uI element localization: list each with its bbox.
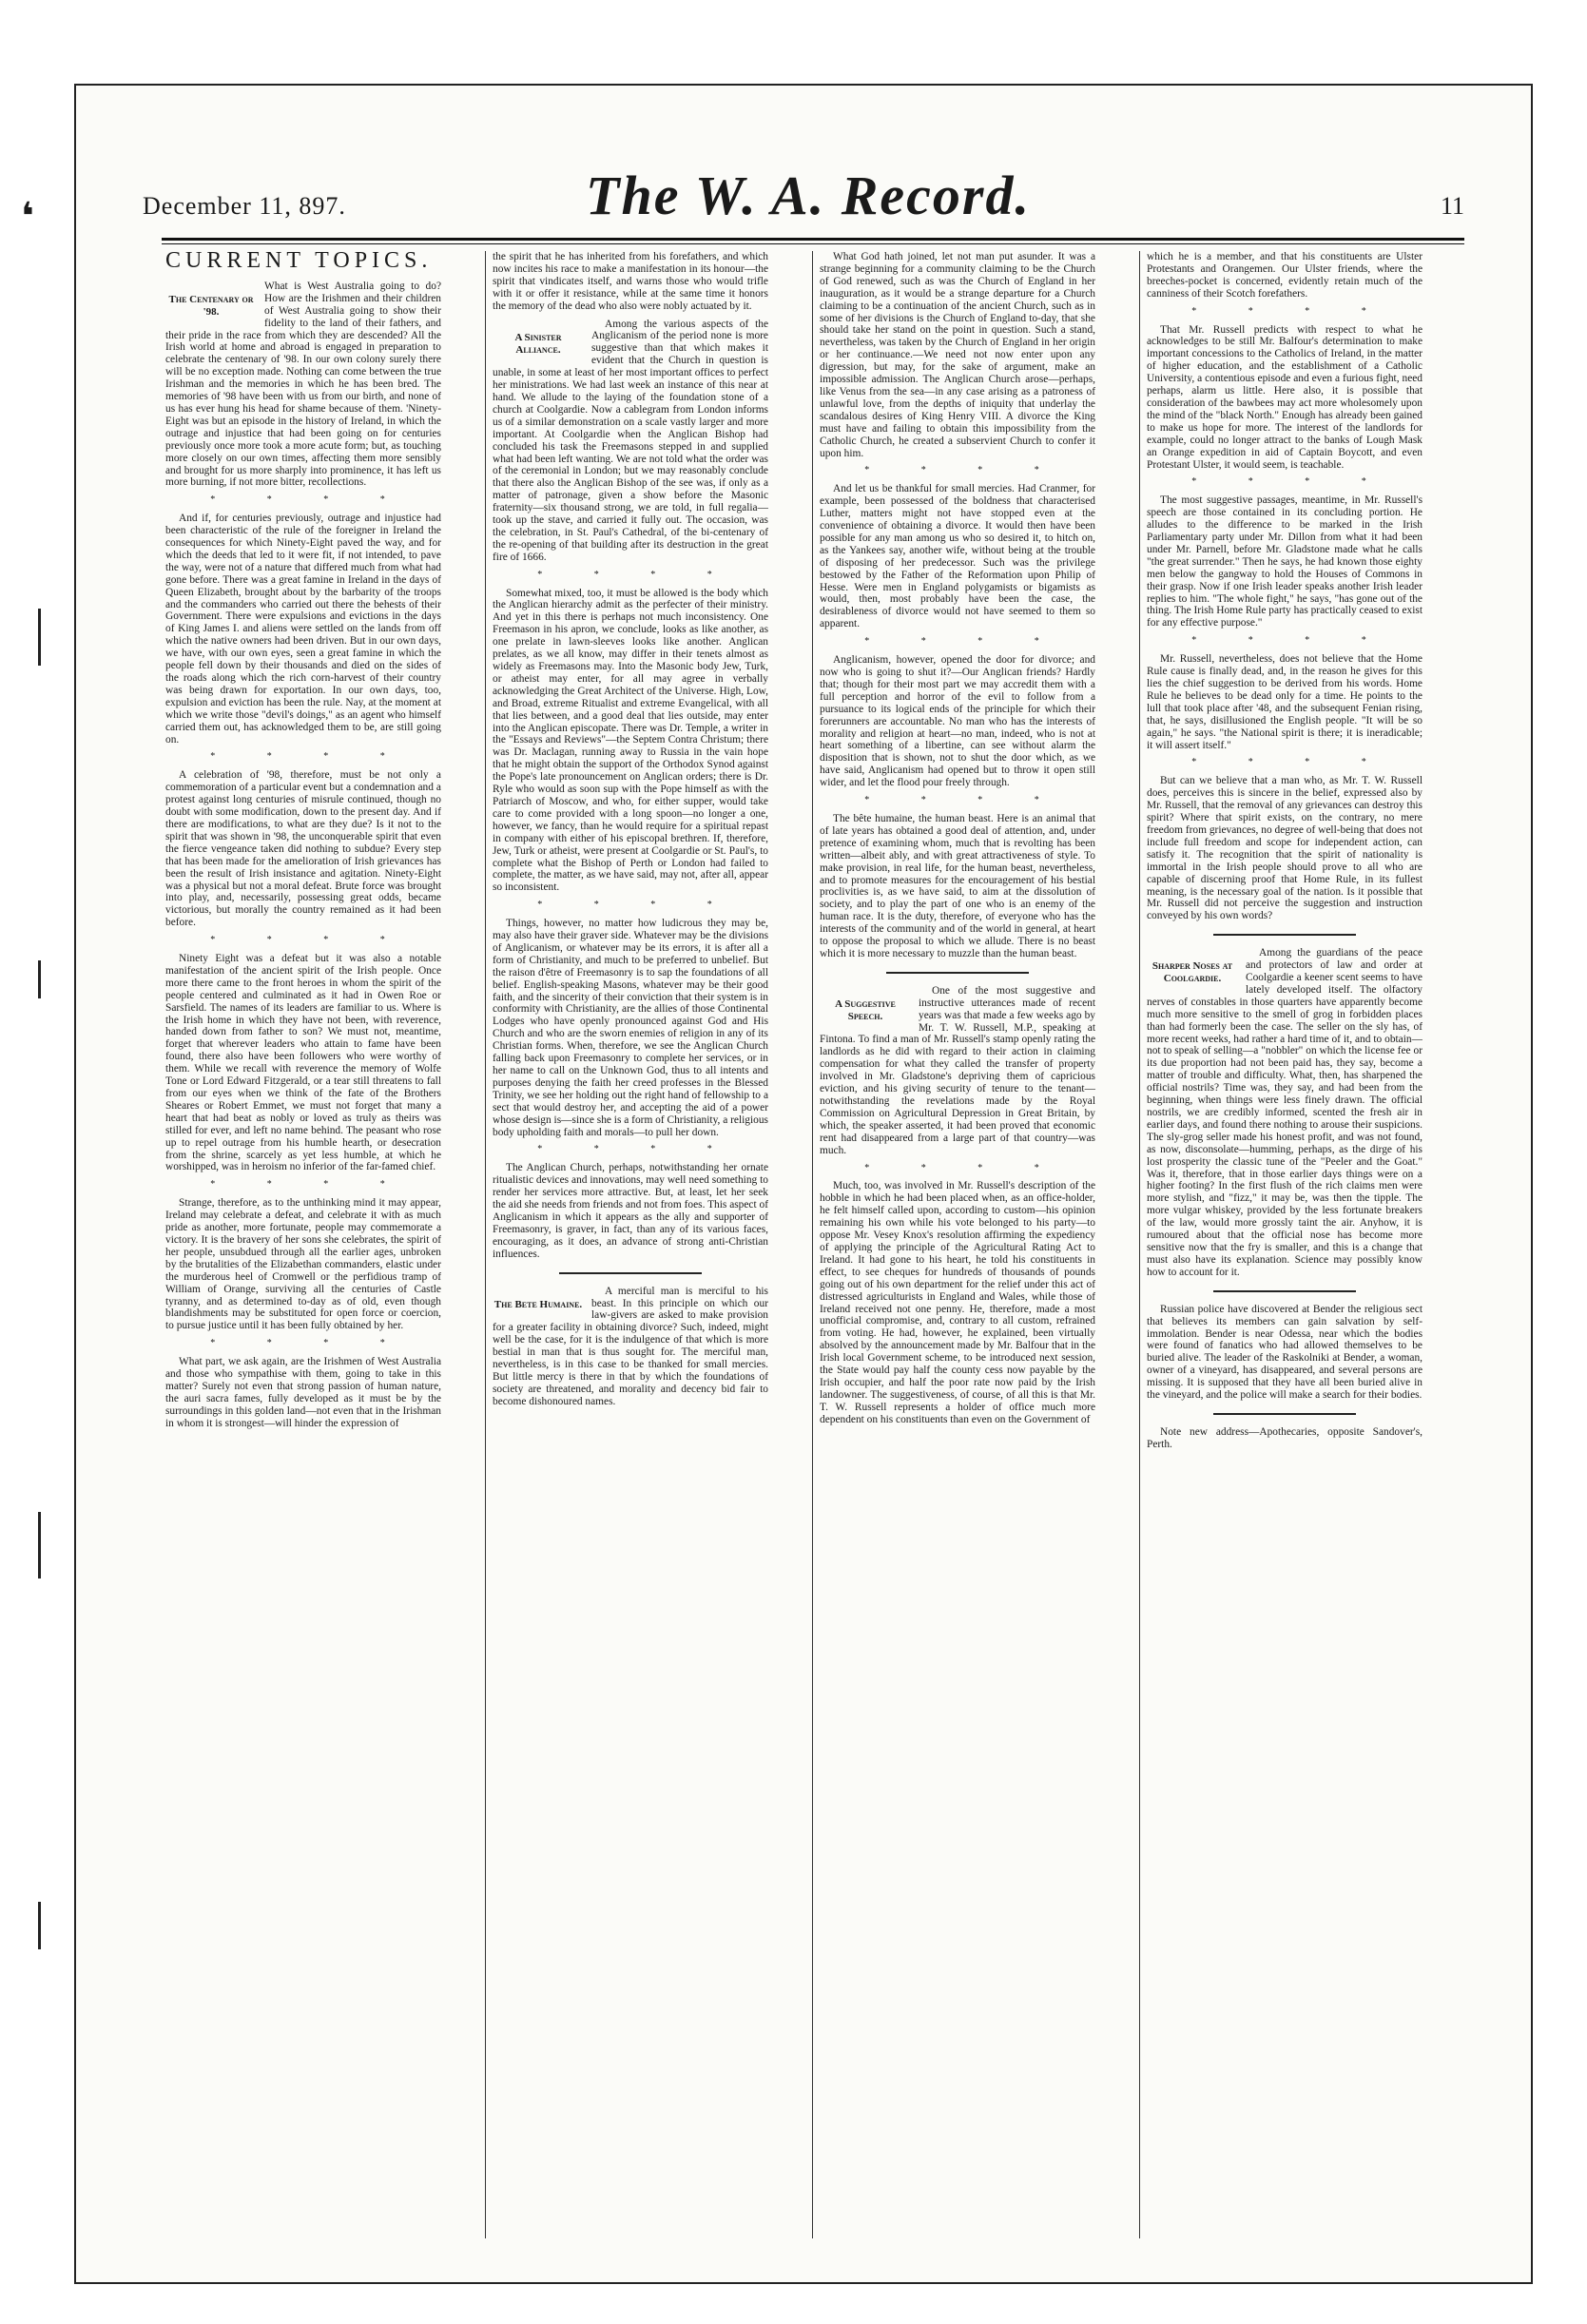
article-paragraph: The bête humaine, the human beast. Here is an animal that of late years has obtained a good deal of attention, and, under pretence of examining whom, much that is revolting has been written—albeit ably, and with great attractiveness of style. To make provision, in real life, for the human beast, nevertheless, and to promote measures for the encouragement of his bestial proclivities is, as we have said, to aim at the dissolution of society, and to play the part of one who is an enemy of the human race. It is the duty, therefore, of everyone who has the interests of the community and of the world in general, at heart to oppose the proposal to which we allude. There is no beast which it is more necessary to muzzle than the human beast. (820, 812, 1095, 959)
article-divider (886, 972, 1029, 974)
column-divider (485, 251, 486, 2238)
section-stars: * * * * (537, 1144, 737, 1155)
section-stars: * * * * (864, 465, 1064, 476)
article-paragraph: What God hath joined, let not man put asunder. It was a strange beginning for a community claiming to be the Church of God renewed, such as was the Church of England in her inauguration, as it would be a strange departure for a Church claiming to be a continuation of the ancient Church, such as in some of her divisions is the Church of England to-day, that she should take her stand on the point in question. Such a stand, nevertheless, was taken by the Church of England in her origin or her continuance.—We need not now enter upon any digression, but may, for the sake of argument, make an impossible admission. The Anglican Church arose—perhaps, like Venus from the sea—in any case arising as a patroness of unlawful love, from the depths of iniquity that underlay the scandalous desires of King Henry VIII. A divorce the King must have and failing to obtain this impossibility from the Catholic Church, he created a subservient Church to confer it upon him. (820, 251, 1095, 459)
section-stars: * * * * (537, 900, 737, 911)
column-2 (493, 251, 768, 2248)
section-stars: * * * * (1191, 757, 1391, 768)
side-heading: The Centenary or '98. (168, 293, 254, 318)
advertisement-note: Note new address—Apothecaries, opposite Sandover's, Perth. (1147, 1425, 1422, 1450)
article-paragraph: Strange, therefore, as to the unthinking mind it may appear, Ireland may celebrate a defeat, and celebrate it with as much pride as another, more fortunate, people may commemorate a victory. It is the bravery of her sons she celebrates, the spirit of her people, unsubdued through all the earlier ages, unbroken by the brutalities of the Elizabethan commanders, elastic under the murderous heel of Cromwell or the perfidious tramp of William of Orange, surviving all the centuries of Castle tyranny, and as determined to-day as of old, even though blandishments may be substituted for open force or coercion, to pursue justice until it has been fully obtained by her. (165, 1197, 441, 1332)
section-stars: * * * * (864, 795, 1064, 806)
masthead (143, 164, 1464, 230)
section-stars: * * * * (537, 569, 737, 580)
article-paragraph: Somewhat mixed, too, it must be allowed is the body which the Anglican hierarchy admit as the perfecter of their ministry. And yet in this there is perhaps not much inconsistency. One Freemason in his apron, we conclude, looks as like another, as one prelate in lawn-sleeves looks like another. Anglican prelates, as we all know, may differ in their tenets almost as widely as Freemasons may. Into the Masonic body Jew, Turk, or atheist may enter, for all may agree in verbally acknowledging the Great Architect of the Universe. High, Low, and Broad, extreme Ritualist and extreme Evangelical, with all that lies between, and a good deal that lies outside, may enter into the Anglican episcopate. There was Dr. Temple, a writer in the "Essays and Reviews"—the Septem Contra Christum; there was Dr. Maclagan, running away to Russia in the vain hope that he might obtain the support of the Orthodox Synod against the Pope's late pronouncement on Anglican orders; there is Dr. Ryle who would as soon sup with the Pope himself as with the Patriarch of Moscow, and who, for either supper, would take care to come provided with a long spoon—no longer a one, however, we fancy, than he would require for a spiritual repast in company with either of his episcopal brethren. If, therefore, Jew, Turk or atheist, were present at Coolgardie or St. Paul's, to complete what the Bishop of Perth or London had failed to complete, the matter, as we have said, may not, after all, appear so inconsistent. (493, 587, 768, 894)
column-4 (1147, 251, 1422, 2248)
section-stars: * * * * (1191, 476, 1391, 488)
article-paragraph: One of the most suggestive and instructive utterances made of recent years was that made a few weeks ago by Mr. T. W. Russell, M.P., speaking at Fintona. To find a man of Mr. Russell's stamp openly rating the landlords as he did with regard to their action in claiming compensation for what they called the transfer of property involved in Mr. Gladstone's depriving them of capricious eviction, and his giving security of tenure to the tenant—notwithstanding the revelations made by the Royal Commission on Agricultural Depression in Great Britain, by which, the speaker asserted, it had been proved that economic rent had disappeared from a large part of that country—was much. (820, 984, 1095, 1156)
article-paragraph: A merciful man is merciful to his beast. In this principle on which our law-givers are asked to make provision for a greater facility in obtaining divorce? Such, indeed, might well be the case, for it is the indulgence of that which is more bestial in man that is thus sought for. The merciful man, nevertheless, is in this case to be thanked for small mercies. But little mercy is there in that by which the foundations of society are threatened, and morality and decency bid fair to become dishonoured names. (493, 1285, 768, 1407)
side-heading: The Bete Humaine. (494, 1298, 583, 1310)
column-divider (1139, 251, 1140, 2238)
section-stars: * * * * (864, 1162, 1064, 1173)
article-paragraph: The most suggestive passages, meantime, in Mr. Russell's speech are those contained in its concluding portion. He alludes to the difference to be marked in the Irish Parliamentary party under Mr. Dillon from what it had been under Mr. Parnell, before Mr. Gladstone made what he calls "the great surrender." Then he says, he had known those eighty men below the gangway to hold the Houses of Commons in their grasp. Now if one Irish leader speaks another Irish leader replies to him. "The whole fight," he says, "has gone out of the thing. The Irish Home Rule party has practically ceased to exist for any effective purpose." (1147, 494, 1422, 629)
article-paragraph: A celebration of '98, therefore, must be not only a commemoration of a particular event but a condemnation and a protest against long centuries of misrule continued, though no doubt with some modification, down to the present day. And if there are modifications, to what are they due? Is it not to the spirit that was shown in '98, the unconquerable spirit that even the fierce vengeance taken did nothing to subdue? Every step that has been made for the amelioration of Irish grievances has been the result of Irish insistance and agitation. Ninety-Eight was a physical but not a moral defeat. Brute force was brought into play, and, necessarily, possessing great odds, became victorious, but morally the country remained as it had been before. (165, 769, 441, 929)
section-stars: * * * * (210, 494, 410, 506)
article-paragraph: Mr. Russell, nevertheless, does not believe that the Home Rule cause is finally dead, and, in the reason he gives for this lies the chief suggestion to be derived from his words. Home Rule he believes to be dead only for a time. He points to the lull that took place after '48, and the subsequent Fenian rising, that, he says, disillusioned the English people. "It will be so again," he says. "the National spirit is there; it is ineradicable; it will assert itself." (1147, 653, 1422, 751)
edge-mark: ❛ (21, 195, 34, 239)
article-paragraph: And if, for centuries previously, outrage and injustice had been characteristic of the rule of the foreigner in Ireland the consequences for which Ninety-Eight paved the way, and for which the deeds that led to it were fit, if not intended, to pave the way, were not of a nature that differed much from what had gone before. There was a great famine in Ireland in the days of Queen Elizabeth, brought about by the barbarity of the troops and the commanders who carried out there the behests of their Government. There were expulsions and evictions in the days of King James I. and aliens were settled on the lands from off which the native owners had been driven. But in our own days, we have, with our own eyes, seen a great famine in which the people fell down by their thousands and died on the sides of the roads along which the rich corn-harvest of their country was being drawn for exportation. In our own days, too, expulsion and eviction has been the rule. Nay, at the moment at which we write those "devil's doings," as an agent who himself carried them out, has acknowledged them to be, are still going on. (165, 513, 441, 746)
column-divider (812, 251, 813, 2238)
issue-date: December 11, 897. (143, 192, 346, 220)
article-paragraph: What is West Australia going to do? How are the Irishmen and their children of West Australia going to show their fidelity to the land of their fathers, and their pride in the race from which they are descended? All the Irish world at home and abroad is engaged in preparation to celebrate the centenary of '98. In our own colony surely there will be no exception made. Nothing can come between the true Irishman and the memories in which he has been bred. The memories of '98 have been with us from our birth, and none of us has ever hung his head for shame because of them. 'Ninety-Eight was but an episode in the history of Ireland, in which the outrage and injustice that had been going on for centuries previously once more took a more acute form; but, as touching more closely on our own times, affecting them more sensibly and brought for us more sharply into prominence, it has left us more burning, if not more bitter, recollections. (165, 280, 441, 489)
article-paragraph: Among the guardians of the peace and protectors of law and order at Coolgardie a keener scent seems to have lately developed itself. The olfactory nerves of constables in those quarters have apparently become much more sensitive to the smell of grog in forbidden places than had formerly been the case. The seller on the sly has, of more recent weeks, had rather a hard time of it, and to obtain—not to speak of selling—a "nobbler" on which the license fee or its due proportion had not been paid has, they say, become a matter of trouble and difficulty. What, then, has sharpened the official nostrils? Time was, they say, and had been from the beginning, when things were less finely drawn. The official nostrils, we are credibly informed, scented the fresh air in earlier days, and found there nothing to arouse their suspicions. The sly-grog seller made his honest profit, and was not found, as now, disconsolate—humming, perhaps, as the dirge of his lost prosperity the classic tune of the "Peeler and the Goat." Was it, therefore, that in those earlier days things were on a higher footing? In the first flush of the rich claims men were more stylish, and "fizz," it may be, was then the tipple. The more vulgar whiskey, provided by the less fortunate breakers of the law, would more grossly taint the air. Anyhow, it is rumoured about that the official nose has become more sensitive now that the fry is smaller, and this is a change that must also have its explanation. Science may possibly know how to account for it. (1147, 947, 1422, 1278)
header-rule-thin (162, 243, 1464, 244)
edge-tick (38, 1512, 41, 1578)
article-paragraph: But can we believe that a man who, as Mr. T. W. Russell does, perceives this is sincere in the belief, expressed also by Mr. Russell, that the removal of any grievances can destroy this spirit? Where that spirit exists, on the contrary, no mere freedom from grievances, no degree of well-being that does not include full freedom and scope for independent action, can satisfy it. The recognition that the spirit of nationality is immortal in the Irish people should prove to all who are capable of discerning proof that Home Rule, in its fullest meaning, is the necessary goal of the nation. Is it possible that Mr. Russell did not perceive the suggestion and instruction conveyed by his own words? (1147, 775, 1422, 922)
article-paragraph: Anglicanism, however, opened the door for divorce; and now who is going to shut it?—Our Anglican friends? Hardly that; though for their most part we may accredit them with a full perception and horror of the evil to follow from a pursuance to its logical ends of the principle for which their forerunners are accountable. No man who has the interests of morality and religion at heart—no man, indeed, who is not at heart something of a libertine, can see without alarm the disposition that is shown, not to shut the door which, as we have said, Anglicanism had opened but to throw it open still wider, and let the flood pour freely through. (820, 654, 1095, 789)
side-heading: A Sinister Alliance. (514, 331, 562, 356)
page-number: 11 (1440, 192, 1464, 220)
side-heading: A Suggestive Speech. (835, 997, 896, 1022)
article-paragraph: The Anglican Church, perhaps, notwithstanding her ornate ritualistic devices and innovations, may well need something to render her services more attractive. But, at least, let her seek the aid she needs from friends and not from foes. This aspect of Anglicanism in which it appears as the ally and supporter of Freemasonry, is graver, in fact, than any of its various faces, encouraging, as it does, an advance of strong anti-Christian influences. (493, 1162, 768, 1260)
article-divider (1213, 1413, 1356, 1415)
article-paragraph: Ninety Eight was a defeat but it was also a notable manifestation of the ancient spirit of the Irish people. Once more there came to the front heroes in whom the spirit of the people centered and culminated as it had in Owen Roe or Sarsfield. The names of its leaders are familiar to us. Where is the Irish home in which they have not been, with reverence, handed down from father to son? We must not, meantime, forget that wherever leaders who attain to fame have been found, there also have been followers who were worthy of them. While we recall with reverence the memory of Wolfe Tone or Lord Edward Fitzgerald, or a tear still threatens to fall from our eyes when we think of the fate of the Brothers Sheares or Robert Emmet, we must not forget that many a heart that had beat as nobly or loved as truly as theirs was stilled for ever, and left no name behind. The peasant who rose up to repel outrage from his humble hearth, or desecration from the shrine, scarcely as yet less humble, at which he worshipped, was in heroism no inferior of the far-famed chief. (165, 953, 441, 1173)
section-stars: * * * * (210, 1338, 410, 1349)
article-paragraph: Much, too, was involved in Mr. Russell's description of the hobble in which he had been placed when, as an office-holder, he felt himself called upon, according to custom—his opinion remaining his own while his vote belonged to his party—to oppose Mr. Vesey Knox's resolution affirming the expediency of applying the principle of the Agricultural Rating Act to Ireland. It had gone to his heart, he told his constituents in effect, to see cheques for hundreds of thousands of pounds going out of his own department for the relief under this act of distressed agriculturists in England and Wales, while those of Ireland received not one penny. He, therefore, made a most unofficial compromise, and, contrary to all custom, refrained from voting. He had, however, he explained, been virtually absolved by the announcement made by Mr. Balfour that in the Irish local Government scheme, to be introduced next session, the State would pay half the county cess now payable by the Irish occupier, and half the poor rate now paid by the Irish landowner. The suggestiveness, of course, of all this is that Mr. T. W. Russell represents a holder of office much more dependent on his constituents than even on the Government of (820, 1180, 1095, 1425)
article-divider (1213, 934, 1356, 936)
section-stars: * * * * (1191, 635, 1391, 647)
section-stars: * * * * (210, 751, 410, 763)
header-rule (162, 238, 1464, 241)
edge-tick (38, 1902, 41, 1949)
article-paragraph: And let us be thankful for small mercies. Had Cranmer, for example, been possessed of the boldness that characterised Luther, matters might not have stopped even at the convenience of obtaining a divorce. It would then have been possible for any man among us who so desired it, to hitch on, as the Yankees say, another wife, without being at the trouble of disposing of her predecessor. Such was the privilege bestowed by the Father of the Reformation upon Philip of Hesse. Were men in England polygamists or bigamists as would, then, most probably have been the case, the desirableness of divorce would not have seemed to them so apparent. (820, 483, 1095, 630)
article-paragraph: which he is a member, and that his constituents are Ulster Protestants and Orangemen. Our Ulster friends, where the breeches-pocket is concerned, evidently retain much of the canniness of their Scotch forefathers. (1147, 251, 1422, 300)
article-paragraph: That Mr. Russell predicts with respect to what he acknowledges to be still Mr. Balfour's determination to make important concessions to the Catholics of Ireland, in the matter of higher education, and the establishment of a Catholic University, a contentious episode and even a furious fight, need perhaps, alarm us little. Here also, it is possible that consideration of the bawbees may act more wholesomely upon the mind of the "black North." Enough has already been gained to make us hope for more. The interest of the landlords for example, could no longer attract to the banks of Lough Mask an Orange expedition in aid of Captain Boycott, and even Protestant Ulster, it would seem, is teachable. (1147, 323, 1422, 471)
article-paragraph: Things, however, no matter how ludicrous they may be, may also have their graver side. Whatever may be the divisions of Anglicanism, or whatever may be its errors, it is after all a form of Christianity, and much to be preferred to unbelief. But the raison d'être of Freemasonry is to sap the foundations of all belief. English-speaking Masons, whatever may be their good faith, and the sincerity of their conviction that their system is in conformity with Christianity, are the allies of those Continental Lodges who have openly pronounced against God and His Church and who are the sworn enemies of religion in any of its Christian forms. When, therefore, we see the Anglican Church falling back upon Freemasonry to complete her services, or in her name to call on the Unknown God, thus to all intents and purposes denying the faith her creed professes in the Blessed Trinity, we see her holding out the right hand of fellowship to a sect that would destroy her, and accepting the aid of a power whose design is—since she is a form of Christianity, a religious body upholding faith and morals—to pull her down. (493, 918, 768, 1138)
section-stars: * * * * (1191, 305, 1391, 317)
article-paragraph: the spirit that he has inherited from his forefathers, and which now incites his race to make a manifestation in its honour—the spirit that vindicates itself, and warns those who would trifle with it or offer it resistance, while at the same time it honors the memory of the dead who also were nobly actuated by it. (493, 251, 768, 312)
section-stars: * * * * (864, 636, 1064, 648)
edge-tick (38, 960, 41, 998)
section-stars: * * * * (210, 1179, 410, 1191)
newspaper-title: The W. A. Record. (586, 165, 1031, 226)
edge-tick (38, 609, 41, 666)
article-paragraph: What part, we ask again, are the Irishmen of West Australia and those who sympathise with them, going to take in this matter? Surely not even that strong passion of human nature, the auri sacra fames, fully developed as it must be by the surroundings in this golden land—not even that in the Irishman in whom it is strongest—will hinder the expression of (165, 1356, 441, 1429)
section-stars: * * * * (210, 935, 410, 946)
column-1 (165, 251, 441, 2248)
column-3 (820, 251, 1095, 2248)
section-title: CURRENT TOPICS. (165, 251, 433, 273)
side-heading: Sharper Noses at Coolgardie. (1152, 960, 1233, 985)
article-divider (559, 1272, 702, 1274)
article-paragraph: Russian police have discovered at Bender the religious sect that believes its members can gain salvation by self-immolation. Bender is near Odessa, near which the bodies were found of fanatics who had allowed themselves to be buried alive. The leader of the Raskolniki at Bender, a woman, owner of a vineyard, has disappeared, and several persons are missing. It is supposed that they have all been buried alive in the vineyard, and the police will make a search for their bodies. (1147, 1303, 1422, 1402)
article-paragraph: Among the various aspects of the Anglicanism of the period none is more suggestive than that which makes it evident that the Church in question is unable, in some at least of her most important offices to perfect her ministrations. We had last week an instance of this near at hand. We allude to the laying of the foundation stone of a church at Coolgardie. Now a cablegram from London informs us of a similar demonstration on a scale vastly larger and more important. At Coolgardie when the Anglican Bishop had concluded his task the Freemasons stepped in and supplied what had been left wanting. We are not told what the order was of the ceremonial in London; but we may reasonably conclude that there also the Anglican Bishop of the see was, if only as a matter of patronage, given a show before the Masonic fraternity—six thousand strong, we are told, in full regalia—took up the stave, and carried it fully out. The occasion, was the celebration, in St. Paul's Cathedral, of the bi-centenary of the re-opening of that building after its destruction in the great fire of 1666. (493, 318, 768, 563)
article-divider (1213, 1290, 1356, 1292)
